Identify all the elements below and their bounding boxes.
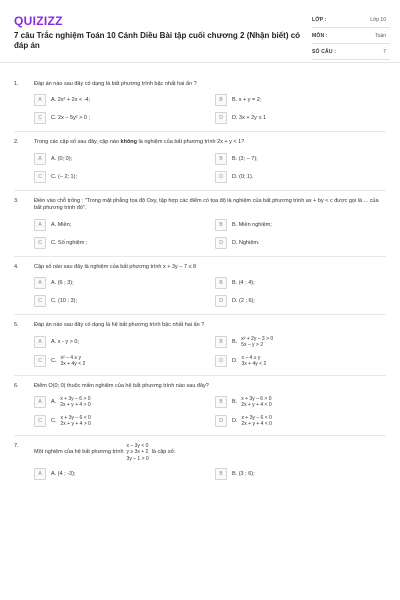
meta-value: Toán [375,32,386,39]
inequality-line: x + 3y – 6 < 0 [60,414,91,421]
option-text: A. (4 ; -3); [51,471,76,478]
inequality-line: 2x + y + 4 < 0 [241,421,272,428]
option-text: D. Nghiệm. [232,239,260,246]
inequality-line: x + 3y – 6 < 0 [241,414,272,421]
question-number: 6. [14,382,19,389]
divider [14,435,386,436]
question-number: 7. [14,442,19,449]
question-text-part: là cặp số: [151,448,176,455]
option-letter: A [34,277,46,289]
option-text: C. (10 ; 3); [51,298,77,305]
option-letter: D [215,237,227,249]
option-letter: C [34,355,46,367]
option-letter: C [34,237,46,249]
document-title: 7 câu Trắc nghiệm Toán 10 Cánh Diều Bài tập cuối chương 2 (Nhận biết) có đáp án [14,31,301,50]
quizizz-logo[interactable]: QUIZIZZ [14,14,63,28]
divider [14,314,386,315]
option-d[interactable] [215,415,386,428]
divider [14,256,386,257]
inequality-system [127,443,149,463]
inequality-line: 2x + y + 4 > 0 [60,402,91,409]
option-prefix: C. [51,418,57,425]
inequality-line: x – 4 ≥ y [241,354,261,361]
question-text [34,139,386,146]
question-6 [14,383,386,428]
option-text: B. Miền nghiệm; [232,221,272,228]
inequality-system [242,415,272,428]
option-c[interactable] [34,237,205,249]
option-c[interactable] [34,112,205,124]
option-d[interactable] [215,295,386,307]
option-text: A. (6 ; 3); [51,280,74,287]
option-d[interactable] [215,171,386,183]
meta-class [312,12,390,28]
question-5 [14,322,386,367]
option-text: B. x + y = 2; [232,97,262,104]
option-text: B. (3; – 7); [232,155,258,162]
option-text: C. (– 2; 1); [51,173,77,180]
option-b[interactable] [215,336,386,349]
question-list [0,63,400,480]
option-letter: A [34,94,46,106]
question-3 [14,198,386,249]
meta-subject [312,28,390,44]
question-number: 1. [14,81,19,87]
inequality-line: 2x + y + 4 < 0 [241,402,272,409]
inequality-system [241,336,273,349]
option-letter: B [215,153,227,165]
option-d[interactable] [215,112,386,124]
divider [14,190,386,191]
option-letter: C [34,295,46,307]
option-letter: B [215,468,227,480]
inequality-line: y ≥ 3x + 2 [126,449,149,456]
option-text: D. (2 ; 6); [232,298,255,305]
option-a[interactable] [34,336,205,349]
option-letter: A [34,153,46,165]
meta-info [312,12,390,60]
option-a[interactable] [34,396,205,409]
option-letter: A [34,396,46,408]
inequality-system [241,396,271,409]
option-letter: D [215,415,227,427]
question-text: Cặp số nào sau đây là nghiệm của bất phương trình x + 3y – 7 ≤ 8 [34,263,197,270]
option-text: D. 3x + 2y ≤ 1 [232,115,267,122]
question-text: Đáp án nào sau đây có dạng là hệ bất phương trình bậc nhất hai ẩn ? [34,322,205,329]
inequality-line: x² – 4 ≥ y [60,354,82,361]
question-text: Điểm O(0; 0) thuộc miền nghiệm của hệ bất phương trình nào sau đây? [34,382,209,389]
option-a[interactable] [34,153,205,165]
option-text: C. 2x – 5y² > 0 ; [51,115,90,122]
option-prefix: B. [232,339,238,346]
question-number: 2. [14,139,19,146]
option-text: A. Miền; [51,221,72,228]
option-a[interactable] [34,94,205,106]
header [0,0,400,63]
option-letter: B [215,219,227,231]
option-text: A. (0; 0); [51,155,73,162]
question-text-part: Một nghiệm của hệ bất phương trình [34,448,124,455]
inequality-line: x – 3y < 0 [126,442,149,449]
question-1 [14,81,386,124]
option-d[interactable] [215,237,386,249]
question-4 [14,264,386,307]
option-text: B. (4 ; 4); [232,280,255,287]
option-text: A. 2x² + 2x < -4; [51,97,91,104]
option-letter: C [34,112,46,124]
option-letter: C [34,171,46,183]
option-b[interactable] [215,153,386,165]
question-number: 5. [14,322,19,329]
option-letter: B [215,94,227,106]
inequality-system [61,415,91,428]
meta-value: Lớp 10 [370,16,386,23]
divider [14,375,386,376]
inequality-system [242,355,267,368]
option-c[interactable] [34,415,205,428]
inequality-line: 3x + 4y < 2 [241,361,267,368]
option-letter: D [215,295,227,307]
option-a[interactable] [34,468,205,480]
option-letter: B [215,336,227,348]
inequality-line: 3y – 1 > 0 [126,455,149,462]
option-c[interactable] [34,295,205,307]
meta-question-count [312,44,390,60]
option-prefix: A. [51,399,57,406]
option-b[interactable] [215,277,386,289]
option-d[interactable] [215,355,386,368]
divider [14,131,386,132]
question-text [34,443,386,463]
inequality-line: 5x – y > 2 [241,342,264,349]
option-b[interactable] [215,396,386,409]
inequality-line: 2x + y + 4 > 0 [60,421,91,428]
inequality-line: x² + 2y – 3 > 0 [241,335,274,342]
option-b[interactable] [215,94,386,106]
meta-value: 7 [383,48,386,55]
question-text: Đáp án nào sau đây có dạng là bất phương trình bậc nhất hai ẩn ? [34,81,197,87]
option-letter: C [34,415,46,427]
question-number: 3. [14,197,19,204]
option-prefix: C. [51,358,57,365]
meta-label: LỚP : [312,16,327,23]
option-a[interactable] [34,219,205,231]
question-text-part: Trong các cặp số sau đây, cặp nào [34,139,121,146]
meta-label: MÔN : [312,32,328,39]
inequality-line: x + 3y – 6 > 0 [60,395,91,402]
option-letter: A [34,336,46,348]
option-c[interactable] [34,171,205,183]
option-prefix: B. [232,399,238,406]
option-letter: D [215,171,227,183]
option-text: B. (3 ; 6); [232,471,255,478]
option-letter: A [34,219,46,231]
option-text: D. (0; 1). [232,173,254,180]
option-letter: A [34,468,46,480]
inequality-system [60,396,90,409]
meta-label: SỐ CÂU : [312,48,337,55]
option-b[interactable] [215,468,386,480]
inequality-line: x + 3y – 6 > 0 [241,395,272,402]
option-text: C. Số nghiệm ; [51,239,88,246]
inequality-line: 3x + 4y < 2 [60,361,86,368]
option-c[interactable] [34,355,205,368]
option-letter: D [215,355,227,367]
question-7 [14,443,386,481]
question-text: Điền vào chỗ trống : "Trong mặt phẳng tọa độ Oxy, tập hợp các điểm có tọa độ là nghiệm của bất phương trình ax + by < c được gọi là ... của bất phương trình đó". [34,197,379,212]
question-text-part: là nghiệm của bất phương trình 2x + y < 1? [137,139,245,146]
option-letter: B [215,396,227,408]
question-number: 4. [14,263,19,270]
question-text-emphasis: không [120,139,138,146]
option-prefix: D. [232,358,238,365]
option-letter: B [215,277,227,289]
option-a[interactable] [34,277,205,289]
question-2 [14,139,386,182]
inequality-system [61,355,86,368]
option-text: A. x - y > 0; [51,339,79,346]
option-prefix: D. [232,418,238,425]
option-b[interactable] [215,219,386,231]
option-letter: D [215,112,227,124]
